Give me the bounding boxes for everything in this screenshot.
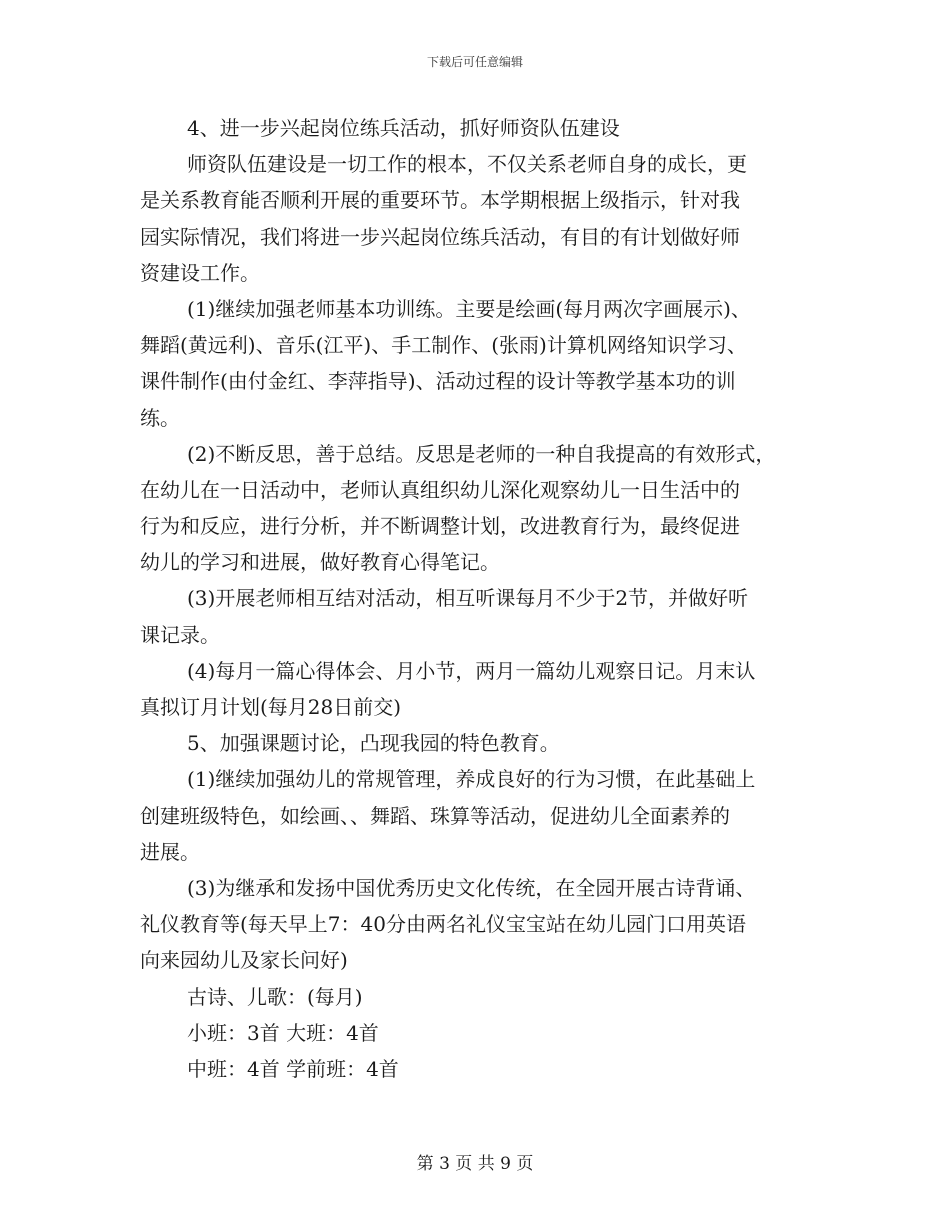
page-header: 下载后可任意编辑 bbox=[426, 55, 523, 69]
paragraph-line: 课记录。 bbox=[140, 622, 220, 647]
paragraph-line: (4)每月一篇心得体会、月小节，两月一篇幼儿观察日记。月末认 bbox=[187, 658, 756, 683]
list-item: 中班：4首 学前班：4首 bbox=[187, 1056, 399, 1081]
paragraph-line: 资建设工作。 bbox=[140, 260, 260, 285]
paragraph-line: (2)不断反思，善于总结。反思是老师的一种自我提高的有效形式， bbox=[187, 441, 776, 466]
paragraph-line: 练。 bbox=[140, 405, 180, 430]
paragraph-line: 是关系教育能否顺利开展的重要环节。本学期根据上级指示，针对我 bbox=[140, 188, 740, 213]
paragraph-line: 课件制作(由付金红、李萍指导)、活动过程的设计等教学基本功的训 bbox=[140, 369, 736, 394]
document-body bbox=[140, 110, 820, 1087]
paragraph-line: 真拟订月计划(每月28日前交) bbox=[140, 695, 402, 719]
list-item: 小班：3首 大班：4首 bbox=[187, 1020, 379, 1045]
paragraph-line: 创建班级特色，如绘画、、舞蹈、珠算等活动，促进幼儿全面素养的 bbox=[140, 803, 730, 828]
heading-4: 4、进一步兴起岗位练兵活动，抓好师资队伍建设 bbox=[187, 116, 620, 140]
paragraph-line: 向来园幼儿及家长问好) bbox=[140, 948, 348, 973]
heading-5: 5、加强课题讨论，凸现我园的特色教育。 bbox=[187, 731, 560, 756]
paragraph-line: (3)为继承和发扬中国优秀历史文化传统，在全园开展古诗背诵、 bbox=[187, 875, 756, 900]
paragraph-line: (1)继续加强老师基本功训练。主要是绘画(每月两次字画展示)、 bbox=[187, 296, 751, 321]
paragraph-line: 在幼儿在一日活动中，老师认真组织幼儿深化观察幼儿一日生活中的 bbox=[140, 477, 740, 502]
paragraph-line: 舞蹈(黄远利)、音乐(江平)、手工制作、(张雨)计算机网络知识学习、 bbox=[140, 333, 747, 358]
list-item: 古诗、儿歌：(每月) bbox=[187, 984, 363, 1009]
page-number: 第 3 页 共 9 页 bbox=[416, 1154, 534, 1174]
paragraph-line: 幼儿的学习和进展，做好教育心得笔记。 bbox=[140, 550, 500, 575]
paragraph-line: 礼仪教育等(每天早上7：40分由两名礼仪宝宝站在幼儿园门口用英语 bbox=[140, 912, 746, 937]
paragraph-line: (1)继续加强幼儿的常规管理，养成良好的行为习惯，在此基础上 bbox=[187, 767, 756, 792]
paragraph-line: 师资队伍建设是一切工作的根本，不仅关系老师自身的成长，更 bbox=[187, 152, 747, 177]
paragraph-line: 园实际情况，我们将进一步兴起岗位练兵活动，有目的有计划做好师 bbox=[140, 224, 740, 249]
paragraph-line: 行为和反应，进行分析，并不断调整计划，改进教育行为，最终促进 bbox=[140, 514, 740, 539]
paragraph-line: (3)开展老师相互结对活动，相互听课每月不少于2节，并做好听 bbox=[187, 586, 749, 611]
paragraph-line: 进展。 bbox=[140, 839, 200, 864]
